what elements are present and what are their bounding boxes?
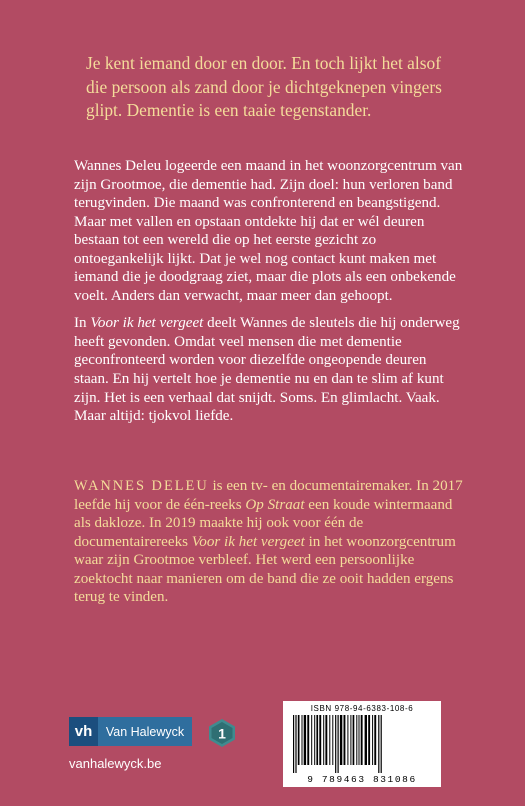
- show-title-voor-ik-het-vergeet: Voor ik het vergeet: [191, 533, 305, 550]
- barcode-bars: [291, 715, 433, 773]
- description: [74, 157, 464, 435]
- publisher-logo-name: Van Halewyck: [98, 717, 192, 746]
- een-channel-logo-icon: [207, 718, 237, 748]
- een-logo-text: 1: [218, 725, 226, 742]
- author-bio: WANNES DELEU is een tv- en documentairemaker. In 2017 leefde hij voor de één-reeks Op Straat een koude wintermaand als dakloze. In 2019 maakte hij ook voor één de documentairereeks Voor ik het vergeet in het woonzorgcentrum waar zijn Grootmoe verbleef. Het werd een persoonlijke zoektocht naar manieren om de band die ze ooit hadden ergens terug te vinden.: [74, 478, 463, 606]
- intro-text: Je kent iemand door en door. En toch lijkt het alsof die persoon als zand door je dichtgeknepen vingers glipt. Dementie is een taaie tegenstander.: [86, 53, 442, 120]
- isbn-barcode: [283, 701, 441, 787]
- barcode-number: 9 789463 831086: [307, 774, 417, 785]
- intro-blurb: [86, 52, 456, 123]
- description-paragraph-1: Wannes Deleu logeerde een maand in het woonzorgcentrum van zijn Grootmoe, die dementie had. Zijn doel: hun verloren band terugvinden. Die maand was confronterend en beangstigend. Maar met vallen en opstaan ontdekte hij dat er wél deuren bestaan tot een wereld die op het eerste gezicht zo ontoegankelijk lijkt. Dat je wel nog contact kunt maken met iemand die je doodgraag ziet, maar die plots als een onbekende voelt. Anders dan verwacht, maar meer dan gehoopt.: [74, 158, 463, 304]
- publisher-website: vanhalewyck.be: [69, 756, 162, 771]
- description-paragraph-2: In Voor ik het vergeet deelt Wannes de sleutels die hij onderweg heeft gevonden. Omdat veel mensen die met dementie geconfronteerd worden voor diezelfde ongeopende deuren staan. En hij vertelt hoe je dementie nu en dan te slim af kunt zijn. Het is een verhaal dat snijdt. Soms. En glimlacht. Vaak. Maar altijd: tjokvol liefde.: [74, 315, 460, 425]
- book-title: Voor ik het vergeet: [90, 315, 204, 332]
- isbn-label: ISBN 978-94-6383-108-6: [310, 704, 414, 713]
- show-title-op-straat: Op Straat: [245, 496, 305, 513]
- author-name: WANNES DELEU: [74, 478, 209, 494]
- publisher-logo-mark: vh: [69, 717, 98, 746]
